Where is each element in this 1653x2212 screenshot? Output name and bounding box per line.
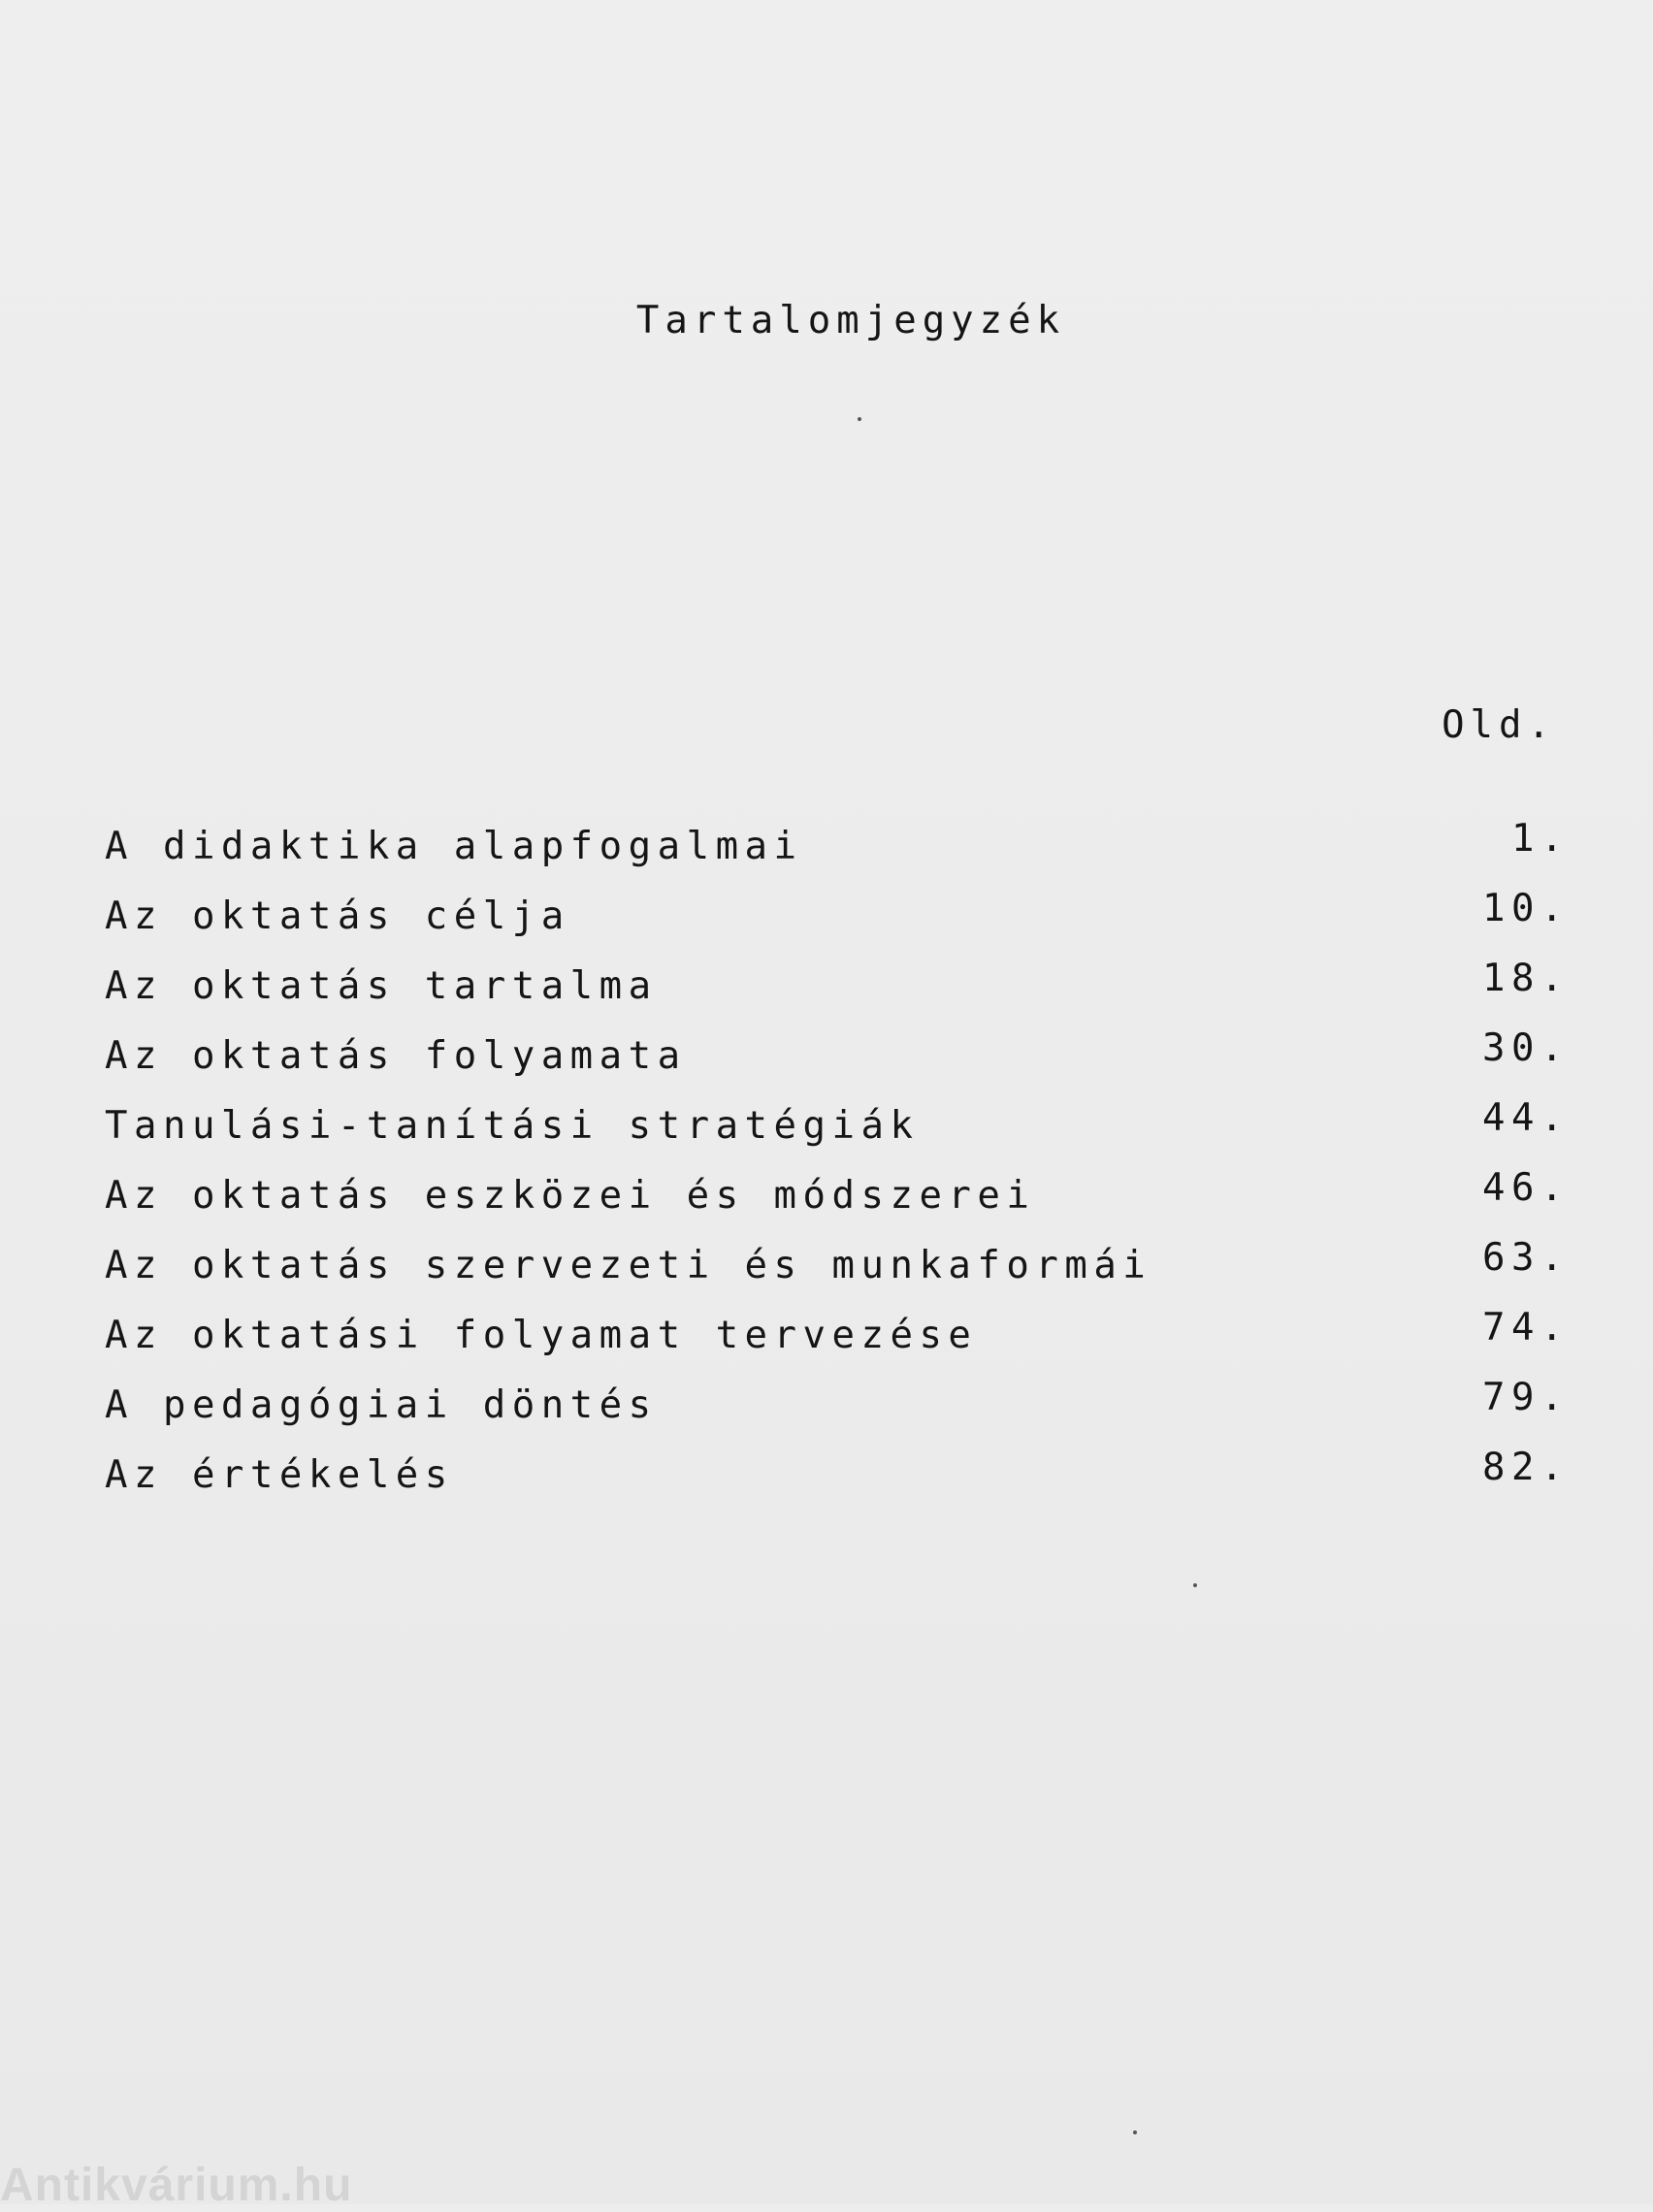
page-number-column-header: Old. (1442, 703, 1556, 747)
paper-speck (1193, 1583, 1197, 1587)
toc-entry-page: 79. (1482, 1376, 1570, 1419)
toc-entry (105, 1026, 1570, 1104)
toc-entry-page: 74. (1482, 1306, 1570, 1350)
toc-entry-page: 82. (1482, 1446, 1570, 1489)
toc-entry-label: A didaktika alapfogalmai (105, 825, 803, 868)
toc-entry-page: 18. (1482, 957, 1570, 1000)
toc-entry (105, 1096, 1570, 1174)
toc-entry-page: 10. (1482, 887, 1570, 930)
toc-entry (105, 817, 1570, 895)
toc-entry-label: Az oktatás szervezeti és munkaformái (105, 1244, 1152, 1287)
toc-entry-page: 63. (1482, 1236, 1570, 1280)
toc-entry-page: 44. (1482, 1096, 1570, 1140)
toc-entry (105, 1446, 1570, 1523)
toc-entry (105, 1236, 1570, 1314)
toc-entry (105, 1166, 1570, 1244)
watermark: Antikvárium.hu (0, 2160, 353, 2211)
toc-entry-label: Tanulási-tanítási stratégiák (105, 1104, 920, 1148)
paper-speck (858, 417, 861, 421)
toc-entry-page: 1. (1511, 817, 1570, 861)
toc-entry (105, 887, 1570, 964)
table-of-contents (105, 817, 1570, 1523)
toc-entry-label: Az oktatás célja (105, 895, 570, 938)
page-title: Tartalomjegyzék (635, 299, 1066, 342)
toc-entry-label: Az oktatás eszközei és módszerei (105, 1174, 1036, 1218)
toc-entry (105, 957, 1570, 1034)
toc-entry-page: 30. (1482, 1026, 1570, 1070)
toc-entry-label: A pedagógiai döntés (105, 1383, 658, 1427)
paper-speck (1133, 2131, 1137, 2134)
toc-entry-page: 46. (1482, 1166, 1570, 1210)
toc-entry-label: Az oktatási folyamat tervezése (105, 1314, 978, 1357)
toc-entry (105, 1376, 1570, 1453)
toc-entry (105, 1306, 1570, 1383)
toc-entry-label: Az oktatás tartalma (105, 964, 658, 1008)
toc-entry-label: Az értékelés (105, 1453, 454, 1497)
toc-entry-label: Az oktatás folyamata (105, 1034, 687, 1078)
